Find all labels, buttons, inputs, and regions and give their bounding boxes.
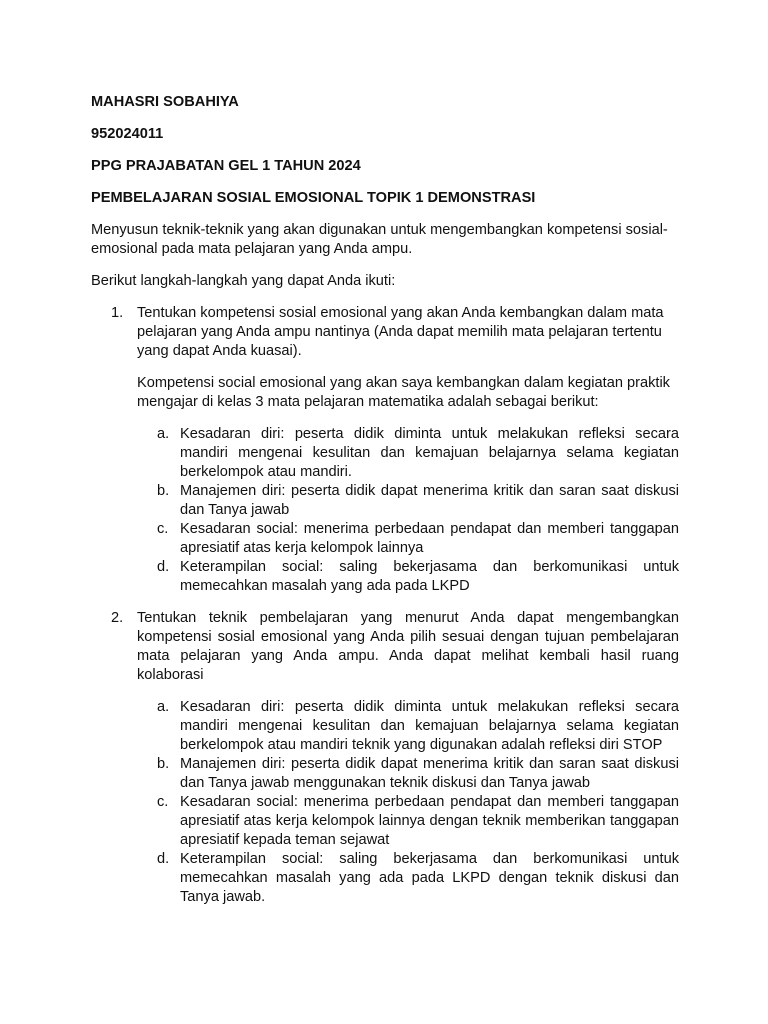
task-description: Menyusun teknik-teknik yang akan digunakan untuk mengembangkan kompetensi sosial-emosional pada mata pelajaran yang Anda ampu.: [91, 222, 668, 257]
step-instruction: Tentukan teknik pembelajaran yang menurut Anda dapat mengembangkan kompetensi sosial emosional yang Anda pilih sesuai dengan tujuan pembelajaran mata pelajaran yang Anda ampu. Anda dapat melihat kembali hasil ruang kolaborasi: [137, 610, 679, 683]
list-marker: d.: [157, 851, 170, 867]
topic-title: PEMBELAJARAN SOSIAL EMOSIONAL TOPIK 1 DEMONSTRASI: [91, 190, 536, 206]
list-marker: d.: [157, 559, 170, 575]
steps-list: [91, 304, 679, 907]
list-item-text: Keterampilan social: saling bekerjasama dan berkomunikasi untuk memecahkan masalah yang ada pada LKPD dengan teknik diskusi dan Tanya jawab.: [180, 851, 679, 905]
list-marker: b.: [157, 483, 170, 499]
list-item-text: Kesadaran diri: peserta didik diminta untuk melakukan refleksi secara mandiri mengenai kesulitan dan kemajuan belajarnya selama kegiatan berkelompok atau mandiri.: [180, 426, 679, 480]
list-item: [137, 755, 679, 793]
competency-list: [137, 425, 679, 596]
list-item: [137, 425, 679, 482]
list-item: [137, 520, 679, 558]
list-item-text: Kesadaran social: menerima perbedaan pendapat dan memberi tanggapan apresiatif atas kerja kelompok lainnya: [180, 521, 679, 556]
step-number: 1.: [111, 305, 124, 321]
list-marker: c.: [157, 521, 169, 537]
list-item-text: Kesadaran diri: peserta didik diminta untuk melakukan refleksi secara mandiri mengenai kesulitan dan kemajuan belajarnya selama kegiatan berkelompok atau mandiri teknik yang digunakan adalah refleksi diri STOP: [180, 699, 679, 753]
document-page: [91, 93, 679, 920]
step-answer-intro: Kompetensi social emosional yang akan saya kembangkan dalam kegiatan praktik mengajar di kelas 3 mata pelajaran matematika adalah sebagai berikut:: [137, 375, 670, 410]
step-instruction: Tentukan kompetensi sosial emosional yang akan Anda kembangkan dalam mata pelajaran yang Anda ampu nantinya (Anda dapat memilih mata pelajaran tertentu yang dapat Anda kuasai).: [137, 305, 664, 359]
list-item: [137, 482, 679, 520]
technique-list: [137, 698, 679, 907]
list-item-text: Keterampilan social: saling bekerjasama dan berkomunikasi untuk memecahkan masalah yang ada pada LKPD: [180, 559, 679, 594]
author-name: MAHASRI SOBAHIYA: [91, 94, 239, 110]
list-item: [137, 850, 679, 907]
list-item-text: Kesadaran social: menerima perbedaan pendapat dan memberi tanggapan apresiatif atas kerja kelompok lainnya dengan teknik memberikan tanggapan apresiatif kepada teman sejawat: [180, 794, 679, 848]
step-item: [91, 304, 679, 596]
list-item: [137, 698, 679, 755]
list-item: [137, 793, 679, 850]
list-marker: c.: [157, 794, 169, 810]
list-marker: a.: [157, 426, 170, 442]
list-marker: b.: [157, 756, 170, 772]
list-item: [137, 558, 679, 596]
program-title: PPG PRAJABATAN GEL 1 TAHUN 2024: [91, 158, 361, 174]
list-item-text: Manajemen diri: peserta didik dapat menerima kritik dan saran saat diskusi dan Tanya jawab menggunakan teknik diskusi dan Tanya jawab: [180, 756, 679, 791]
list-marker: a.: [157, 699, 170, 715]
step-number: 2.: [111, 610, 124, 626]
steps-intro: Berikut langkah-langkah yang dapat Anda ikuti:: [91, 273, 396, 289]
step-item: [91, 609, 679, 907]
list-item-text: Manajemen diri: peserta didik dapat menerima kritik dan saran saat diskusi dan Tanya jawab: [180, 483, 679, 518]
student-id: 952024011: [91, 126, 164, 142]
